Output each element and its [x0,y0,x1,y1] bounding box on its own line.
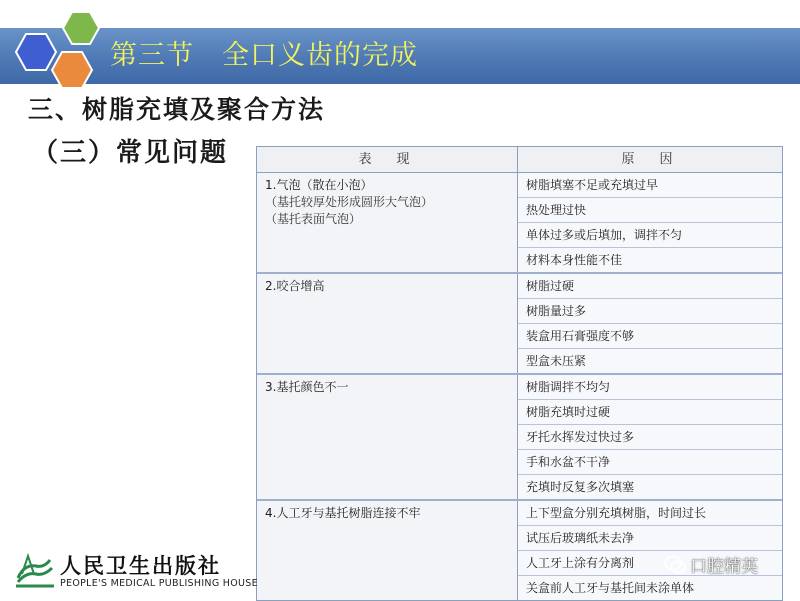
cause-list [518,173,782,272]
section-heading: 三、树脂充填及聚合方法 [28,95,326,124]
cause-item: 上下型盒分别充填树脂，时间过长 [518,501,782,526]
cause-item: 手和水盆不干净 [518,450,782,475]
hexagon-logo-icon [6,8,106,98]
cause-item: 充填时反复多次填塞 [518,475,782,499]
wechat-icon [664,555,686,575]
table-row-group [257,173,782,274]
cause-item: 牙托水挥发过快过多 [518,425,782,450]
problems-table [256,146,783,601]
table-row-group [257,375,782,501]
symptom-cell [257,375,518,499]
cause-list [518,501,782,600]
hexagon-blue [16,34,56,70]
symptom-note: （基托表面气泡） [265,212,362,226]
cause-item: 材料本身性能不佳 [518,248,782,272]
cause-item: 树脂填塞不足或充填过早 [518,173,782,198]
cause-item: 单体过多或后填加，调拌不匀 [518,223,782,248]
table-row-group [257,501,782,600]
cause-list [518,274,782,373]
publisher-logo-icon [14,546,56,592]
symptom-text: 2.咬合增高 [265,279,325,293]
publisher-name-cn: 人民卫生出版社 [60,553,221,578]
table-header [257,147,782,173]
cause-item: 人工牙上涂有分离剂 [518,551,782,576]
cause-item: 关盒前人工牙与基托间未涂单体 [518,576,782,600]
page-title: 第三节 全口义齿的完成 [110,40,418,71]
sub-heading: （三）常见问题 [32,138,229,168]
cause-item: 树脂过硬 [518,274,782,299]
symptom-cell [257,173,518,272]
cause-list [518,375,782,499]
symptom-cell [257,274,518,373]
symptom-text: 3.基托颜色不一 [265,380,349,394]
table-row-group [257,274,782,375]
cause-item: 树脂量过多 [518,299,782,324]
hexagon-green [63,12,99,44]
symptom-text: 1.气泡（散在小泡） [265,178,373,192]
watermark-text: 口腔精英 [690,557,758,577]
symptom-cell [257,501,518,600]
cause-item: 试压后玻璃纸未去净 [518,526,782,551]
cause-item: 树脂调拌不均匀 [518,375,782,400]
cause-item: 热处理过快 [518,198,782,223]
cause-item: 装盒用石膏强度不够 [518,324,782,349]
symptom-note: （基托较厚处形成圆形大气泡） [265,195,434,209]
cause-item: 型盒未压紧 [518,349,782,373]
header-cause: 原 因 [621,152,679,167]
watermark [664,552,758,577]
symptom-text: 4.人工牙与基托树脂连接不牢 [265,506,421,520]
header-symptom: 表 现 [257,147,518,172]
publisher-name-en: PEOPLE'S MEDICAL PUBLISHING HOUSE [60,578,258,589]
hexagon-orange [52,52,92,88]
cause-item: 树脂充填时过硬 [518,400,782,425]
